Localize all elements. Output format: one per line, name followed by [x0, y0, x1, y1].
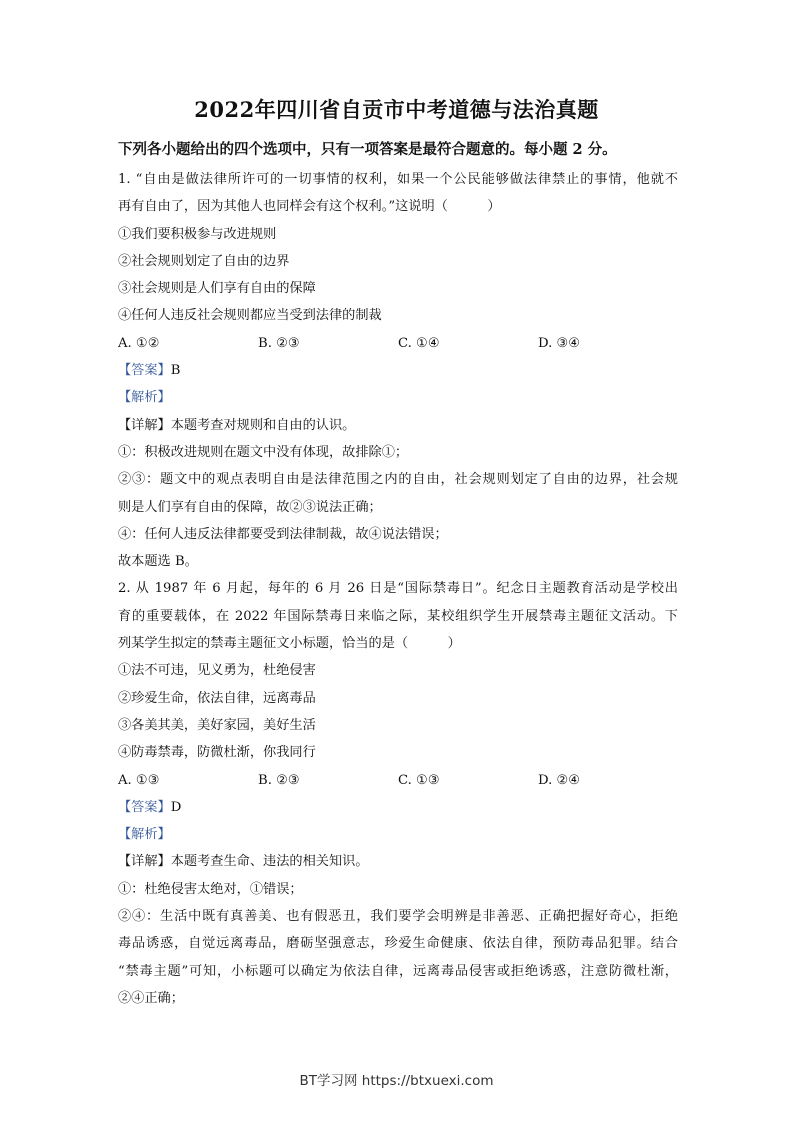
q2-answer: [118, 794, 678, 821]
q2-detail-line: 【详解】本题考查生命、违法的相关知识。: [118, 854, 369, 870]
q1-detail-line: ②③：题文中的观点表明自由是法律范围之内的自由，社会规则划定了自由的边界，社会规: [118, 472, 678, 488]
q2-item: ①法不可违，见义勇为，杜绝侵害: [118, 663, 316, 679]
q1-option-c: C. ①④: [398, 335, 440, 351]
q1-item: ①我们要积极参与改进规则: [118, 226, 277, 242]
page-title: 2022年四川省自贡市中考道德与法治真题: [194, 97, 599, 122]
answer-value: D: [170, 799, 182, 815]
q1-option-b: B. ②③: [258, 335, 300, 351]
q1-detail-line: ①：积极改进规则在题文中没有体现，故排除①；: [118, 444, 409, 460]
q1-detail-line: 则是人们享有自由的保障，故②③说法正确；: [118, 499, 382, 515]
q2-detail-line: ②④正确；: [118, 990, 184, 1006]
section-instruction: 下列各小题给出的四个选项中，只有一项答案是最符合题意的。每小题 2 分。: [118, 141, 617, 158]
q1-item: ③社会规则是人们享有自由的保障: [118, 281, 316, 297]
q1-stem-line: 1. “自由是做法律所许可的一切事情的权利，如果一个公民能够做法律禁止的事情，他就不: [118, 172, 678, 187]
q2-option-d: D. ②④: [538, 772, 581, 788]
q1-stem-line: 再有自由了，因为其他人也同样会有这个权利。”这说明（ ）: [118, 199, 501, 215]
q1-item: ④任何人违反社会规则都应当受到法律的制裁: [118, 308, 382, 324]
q2-options: [118, 767, 678, 794]
q2-stem-line: 育的重要载体，在 2022 年国际禁毒日来临之际，某校组织学生开展禁毒主题征文活动。下: [118, 608, 678, 624]
q2-detail-line: 毒品诱惑，自觉远离毒品，磨砺坚强意志，珍爱生命健康、依法自律，预防毒品犯罪。结合: [118, 936, 678, 952]
q2-option-b: B. ②③: [258, 772, 300, 788]
answer-tag: 【答案】: [118, 363, 171, 379]
q2-option-c: C. ①③: [398, 772, 440, 788]
analysis-tag: 【解析】: [118, 827, 171, 843]
q1-options: [118, 330, 678, 357]
answer-tag: 【答案】: [118, 799, 171, 815]
q2-stem-line: 2. 从 1987 年 6 月起，每年的 6 月 26 日是“国际禁毒日”。纪念日主题教育活动是学校出: [118, 581, 678, 597]
footer-watermark: BT学习网 https://btxuexi.com: [299, 1073, 494, 1089]
q1-answer: [118, 357, 678, 384]
q2-option-a: A. ①③: [118, 772, 160, 788]
q1-detail-line: ④：任何人违反法律都要受到法律制裁，故④说法错误；: [118, 526, 448, 542]
analysis-tag: 【解析】: [118, 390, 171, 406]
q1-detail-line: 【详解】本题考查对规则和自由的认识。: [118, 417, 356, 433]
q2-item: ②珍爱生命，依法自律，远离毒品: [118, 690, 316, 706]
q1-option-d: D. ③④: [538, 335, 581, 351]
questions-content: [118, 166, 678, 1012]
q2-detail-line: ②④：生活中既有真善美、也有假恶丑，我们要学会明辨是非善恶、正确把握好奇心，拒绝: [118, 909, 678, 925]
answer-value: B: [170, 363, 181, 379]
q2-detail-line: “禁毒主题”可知，小标题可以确定为依法自律，远离毒品侵害或拒绝诱惑，注意防微杜渐，: [118, 963, 678, 979]
q1-item: ②社会规则划定了自由的边界: [118, 253, 290, 269]
q1-detail-line: 故本题选 B。: [118, 554, 198, 570]
q2-item: ③各美其美，美好家园，美好生活: [118, 717, 316, 733]
q2-item: ④防毒禁毒，防微杜渐，你我同行: [118, 745, 316, 761]
q1-option-a: A. ①②: [118, 335, 160, 351]
q2-detail-line: ①：杜绝侵害太绝对，①错误；: [118, 881, 303, 897]
q2-stem-line: 列某学生拟定的禁毒主题征文小标题，恰当的是（ ）: [118, 636, 461, 652]
